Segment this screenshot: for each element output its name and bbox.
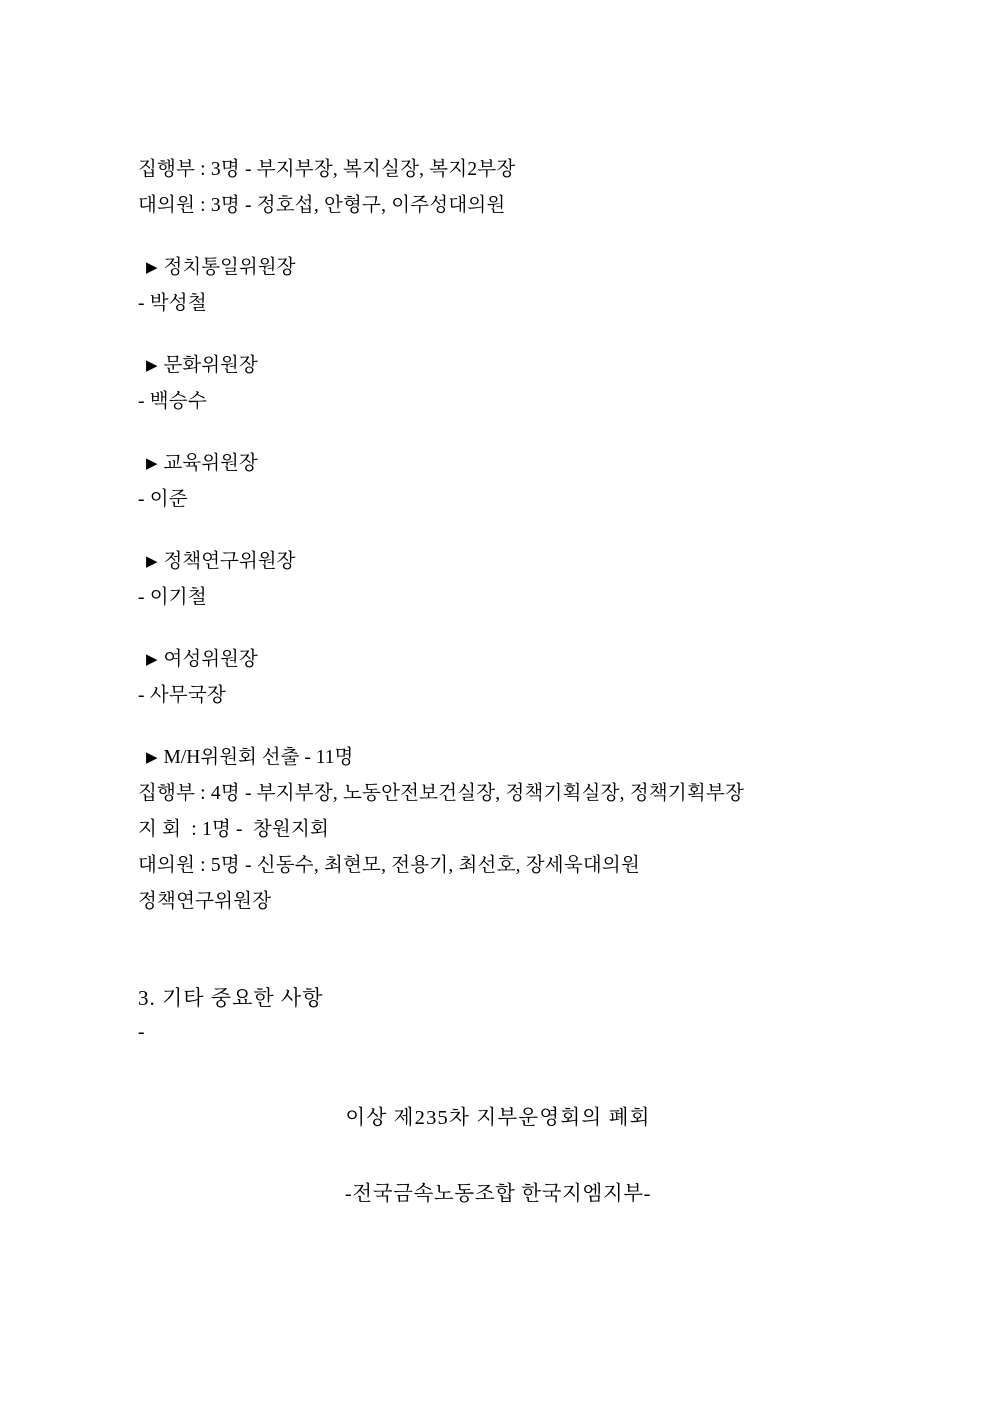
committee-member-policy-research: - 이기철 (138, 587, 207, 608)
spacer (138, 420, 858, 446)
spacer (138, 920, 858, 980)
closing-block (138, 1100, 858, 1212)
committee-heading-education (138, 446, 858, 482)
committee-heading-women (138, 642, 858, 678)
spacer (138, 224, 858, 250)
triangle-bullet-icon: ▶ (146, 358, 158, 374)
spacer (138, 616, 858, 642)
closing-line-2: -전국금속노동조합 한국지엠지부- (344, 1183, 652, 1205)
committee-heading-politics (138, 250, 858, 286)
triangle-bullet-icon: ▶ (146, 652, 158, 668)
committee-member-politics: - 박성철 (138, 293, 207, 314)
mh-committee-title: M/H위원회 선출 - 11명 (163, 747, 354, 768)
committee-title-education: 교육위원장 (163, 453, 258, 474)
spacer (138, 1136, 858, 1176)
spacer (138, 322, 858, 348)
committee-title-politics: 정치통일위원장 (163, 257, 296, 278)
section-heading-3: 3. 기타 중요한 사항 (138, 986, 324, 1010)
committee-heading-culture (138, 348, 858, 384)
committee-title-women: 여성위원장 (163, 649, 258, 670)
intro-line-2: 대의원 : 3명 - 정호섭, 안형구, 이주성대의원 (138, 195, 506, 216)
committee-member-education: - 이준 (138, 489, 188, 510)
committee-member-women: - 사무국장 (138, 685, 226, 706)
spacer (138, 518, 858, 544)
intro-line-1: 집행부 : 3명 - 부지부장, 복지실장, 복지2부장 (138, 159, 516, 180)
mh-line-delegates: 대의원 : 5명 - 신동수, 최현모, 전용기, 최선호, 장세욱대의원 (138, 855, 640, 876)
section-3-body: - (138, 1022, 145, 1043)
triangle-bullet-icon: ▶ (146, 456, 158, 472)
triangle-bullet-icon: ▶ (146, 260, 158, 276)
spacer (138, 714, 858, 740)
committee-member-culture: - 백승수 (138, 391, 207, 412)
mh-committee-heading (138, 740, 858, 776)
committee-title-policy-research: 정책연구위원장 (163, 551, 296, 572)
mh-line-policy-chair: 정책연구위원장 (138, 891, 272, 912)
document-body (138, 152, 858, 1050)
triangle-bullet-icon: ▶ (146, 554, 158, 570)
closing-line-1: 이상 제235차 지부운영회의 폐회 (345, 1107, 651, 1129)
committee-title-culture: 문화위원장 (163, 355, 258, 376)
triangle-bullet-icon: ▶ (146, 750, 158, 766)
committee-heading-policy-research (138, 544, 858, 580)
mh-line-branch: 지 회 : 1명 - 창원지회 (138, 819, 330, 840)
mh-line-executive: 집행부 : 4명 - 부지부장, 노동안전보건실장, 정책기획실장, 정책기획부장 (138, 783, 745, 804)
